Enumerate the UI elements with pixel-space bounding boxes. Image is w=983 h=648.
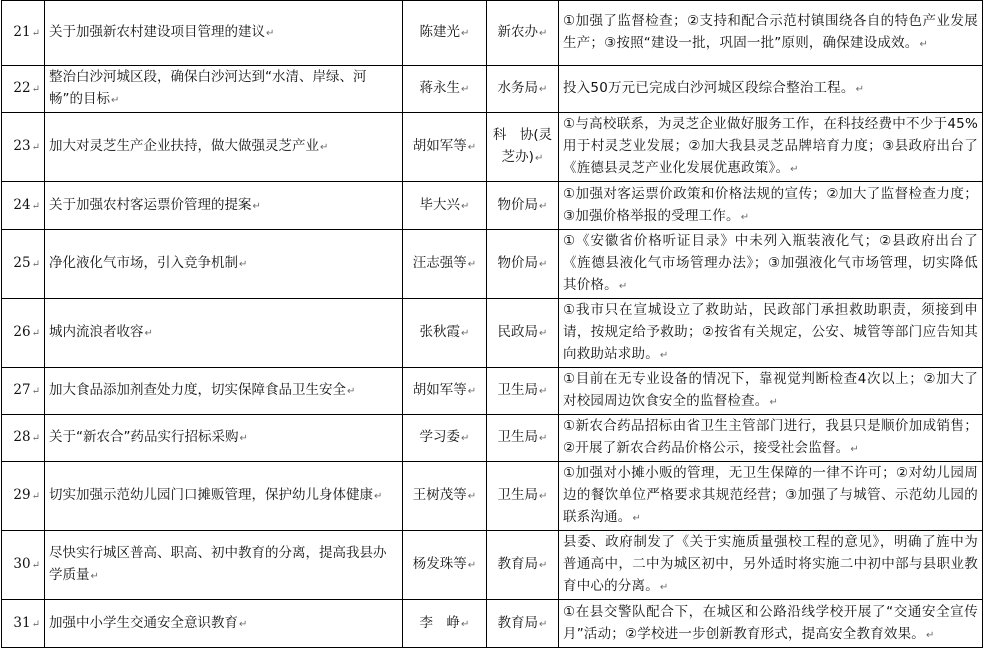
department-cell: 教育局↵ <box>487 600 559 648</box>
return-mark-icon: ↵ <box>539 433 548 444</box>
proposal-title-cell: 加大食品添加剂查处力度，切实保障食品卫生安全↵ <box>45 368 403 415</box>
department-cell: 物价局↵ <box>487 230 559 299</box>
table-row <box>2 1 983 66</box>
table-row <box>2 299 983 368</box>
return-mark-icon: ↵ <box>31 28 40 39</box>
return-mark-icon: ↵ <box>769 397 779 408</box>
return-mark-icon: ↵ <box>632 513 642 524</box>
row-number-cell: 22↵ <box>2 66 45 113</box>
department-cell: 新农办↵ <box>487 1 559 66</box>
row-number-cell: 21↵ <box>2 1 45 66</box>
department-cell: 教育局↵ <box>487 531 559 600</box>
return-mark-icon: ↵ <box>31 491 40 502</box>
return-mark-icon: ↵ <box>539 328 548 339</box>
return-mark-icon: ↵ <box>31 386 40 397</box>
department-cell: 卫生局↵ <box>487 415 559 462</box>
return-mark-icon: ↵ <box>90 571 99 582</box>
return-mark-icon: ↵ <box>539 28 548 39</box>
proposal-title-cell: 尽快实行城区普高、职高、初中教育的分离，提高我县办学质量↵ <box>45 531 403 600</box>
proposal-title-cell: 净化液化气市场，引入竞争机制↵ <box>45 230 403 299</box>
proposal-title-cell: 关于加强新农村建设项目管理的建议↵ <box>45 1 403 66</box>
proposal-table <box>1 0 983 648</box>
proposer-cell: 毕大兴↵ <box>403 182 487 230</box>
handling-result-cell: ①我市只在宣城设立了救助站，民政部门承担救助职责，须接到申请，按规定给予救助；②按省有关规定，公安、城管等部门应告知其向救助站求助。↵ <box>559 299 983 368</box>
return-mark-icon: ↵ <box>467 491 477 502</box>
proposer-cell: 李 峥↵ <box>403 600 487 648</box>
table-row <box>2 230 983 299</box>
handling-result-cell: ①与高校联系，为灵芝企业做好服务工作，在科技经费中不少于45%用于村灵芝业发展；②加大我县灵芝品牌培育力度；③县政府出台了《旌德县灵芝产业化发展优惠政策》。↵ <box>559 113 983 182</box>
return-mark-icon: ↵ <box>539 386 548 397</box>
return-mark-icon: ↵ <box>461 200 470 212</box>
proposer-cell: 陈建光↵ <box>403 1 487 66</box>
return-mark-icon: ↵ <box>31 328 40 339</box>
row-number-cell: 31↵ <box>2 600 45 648</box>
proposal-title-cell: 关于“新农合”药品实行招标采购↵ <box>45 415 403 462</box>
handling-result-cell: 投入50万元已完成白沙河城区段综合整治工程。↵ <box>559 66 983 113</box>
proposer-cell: 汪志强等↵ <box>403 230 487 299</box>
handling-result-cell: 县委、政府制发了《关于实施质量强校工程的意见》，明确了旌中为普通高中，二中为城区初中，另外适时将实施二中初中部与县职业教育中心的分离。↵ <box>559 531 983 600</box>
return-mark-icon: ↵ <box>618 281 628 292</box>
return-mark-icon: ↵ <box>111 95 120 106</box>
return-mark-icon: ↵ <box>659 350 669 361</box>
row-number-cell: 23↵ <box>2 113 45 182</box>
table-row <box>2 66 983 113</box>
row-number-cell: 25↵ <box>2 230 45 299</box>
department-cell: 民政局↵ <box>487 299 559 368</box>
return-mark-icon: ↵ <box>855 84 865 95</box>
handling-result-cell: ①加强对小摊小贩的管理，无卫生保障的一律不许可；②对幼儿园周边的餐饮单位严格要求其规范经营；③加强了与城管、示范幼儿园的联系沟通。↵ <box>559 462 983 531</box>
proposal-title-cell: 关于加强农村客运票价管理的提案↵ <box>45 182 403 230</box>
return-mark-icon: ↵ <box>461 28 470 39</box>
return-mark-icon: ↵ <box>461 84 470 95</box>
return-mark-icon: ↵ <box>31 560 40 571</box>
handling-result-cell: ①新农合药品招标由省卫生主管部门进行，我县只是顺价加成销售；②开展了新农合药品价格公示，接受社会监督。↵ <box>559 415 983 462</box>
return-mark-icon: ↵ <box>539 491 548 502</box>
handling-result-cell: ①目前在无专业设备的情况下，靠视觉判断检查4次以上；②加大了对校园周边饮食安全的监督检查。↵ <box>559 368 983 415</box>
return-mark-icon: ↵ <box>659 582 669 593</box>
return-mark-icon: ↵ <box>31 200 40 212</box>
return-mark-icon: ↵ <box>144 328 153 339</box>
return-mark-icon: ↵ <box>467 560 477 571</box>
return-mark-icon: ↵ <box>320 142 329 153</box>
table-row <box>2 462 983 531</box>
proposal-title-cell: 整治白沙河城区段，确保白沙河达到“水清、岸绿、河畅”的目标↵ <box>45 66 403 113</box>
department-cell: 科 协(灵芝办)↵ <box>487 113 559 182</box>
handling-result-cell: ①在县交警队配合下，在城区和公路沿线学校开展了“交通安全宣传月”活动；②学校进一步创新教育形式，提高安全教育效果。↵ <box>559 600 983 648</box>
return-mark-icon: ↵ <box>850 444 859 455</box>
proposer-cell: 张秋霞↵ <box>403 299 487 368</box>
return-mark-icon: ↵ <box>239 618 248 630</box>
row-number-cell: 29↵ <box>2 462 45 531</box>
department-cell: 水务局↵ <box>487 66 559 113</box>
return-mark-icon: ↵ <box>740 211 750 223</box>
return-mark-icon: ↵ <box>31 433 40 444</box>
proposer-cell: 蒋永生↵ <box>403 66 487 113</box>
return-mark-icon: ↵ <box>461 618 470 630</box>
handling-result-cell: ①加强对客运票价政策和价格法规的宣传；②加大了监督检查力度；③加强价格举报的受理工作。↵ <box>559 182 983 230</box>
proposal-title-cell: 加大对灵芝生产企业扶持，做大做强灵芝产业↵ <box>45 113 403 182</box>
proposal-title-cell: 加强中小学生交通安全意识教育↵ <box>45 600 403 648</box>
return-mark-icon: ↵ <box>534 153 544 164</box>
return-mark-icon: ↵ <box>461 328 470 339</box>
table-row <box>2 113 983 182</box>
proposer-cell: 王树茂等↵ <box>403 462 487 531</box>
proposer-cell: 学习委↵ <box>403 415 487 462</box>
row-number-cell: 24↵ <box>2 182 45 230</box>
table-row <box>2 182 983 230</box>
table-row <box>2 415 983 462</box>
table-row <box>2 368 983 415</box>
return-mark-icon: ↵ <box>539 200 548 212</box>
return-mark-icon: ↵ <box>539 560 548 571</box>
return-mark-icon: ↵ <box>347 386 356 397</box>
return-mark-icon: ↵ <box>239 433 248 444</box>
handling-result-cell: ①《安徽省价格听证目录》中未列入瓶装液化气；②县政府出台了《旌德县液化气市场管理办法》；③加强液化气市场管理，切实降低其价格。↵ <box>559 230 983 299</box>
department-cell: 物价局↵ <box>487 182 559 230</box>
return-mark-icon: ↵ <box>919 39 929 50</box>
return-mark-icon: ↵ <box>461 433 470 444</box>
proposal-title-cell: 切实加强示范幼儿园门口摊贩管理，保护幼儿身体健康↵ <box>45 462 403 531</box>
return-mark-icon: ↵ <box>374 491 383 502</box>
department-cell: 卫生局↵ <box>487 462 559 531</box>
row-number-cell: 28↵ <box>2 415 45 462</box>
row-number-cell: 26↵ <box>2 299 45 368</box>
return-mark-icon: ↵ <box>266 28 275 39</box>
department-cell: 卫生局↵ <box>487 368 559 415</box>
table-row <box>2 600 983 648</box>
handling-result-cell: ①加强了监督检查；②支持和配合示范村镇围绕各自的特色产业发展生产；③按照“建设一批，巩固一批”原则，确保建设成效。↵ <box>559 1 983 66</box>
proposer-cell: 胡如军等↵ <box>403 368 487 415</box>
return-mark-icon: ↵ <box>31 618 40 630</box>
return-mark-icon: ↵ <box>467 259 477 270</box>
return-mark-icon: ↵ <box>31 259 40 270</box>
return-mark-icon: ↵ <box>239 259 248 270</box>
return-mark-icon: ↵ <box>539 84 548 95</box>
proposer-cell: 胡如军等↵ <box>403 113 487 182</box>
return-mark-icon: ↵ <box>790 164 799 175</box>
proposal-title-cell: 城内流浪者收容↵ <box>45 299 403 368</box>
return-mark-icon: ↵ <box>252 200 261 212</box>
proposer-cell: 杨发珠等↵ <box>403 531 487 600</box>
return-mark-icon: ↵ <box>926 629 935 641</box>
table-row <box>2 531 983 600</box>
return-mark-icon: ↵ <box>31 142 40 153</box>
return-mark-icon: ↵ <box>467 386 477 397</box>
return-mark-icon: ↵ <box>467 142 477 153</box>
return-mark-icon: ↵ <box>539 618 548 630</box>
return-mark-icon: ↵ <box>31 84 40 95</box>
row-number-cell: 30↵ <box>2 531 45 600</box>
row-number-cell: 27↵ <box>2 368 45 415</box>
return-mark-icon: ↵ <box>539 259 548 270</box>
